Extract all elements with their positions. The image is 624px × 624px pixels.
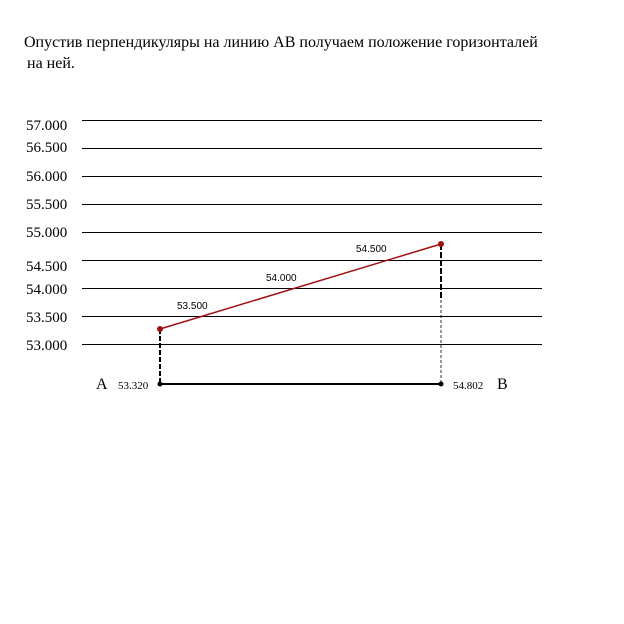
baseline-point-b [439,382,444,387]
profile-point-b [438,241,444,247]
point-b-letter: В [497,376,508,393]
point-b-value: 54.802 [453,380,484,392]
level-label: 55.500 [26,197,68,213]
segment-label: 54.000 [266,273,297,284]
level-label: 54.500 [26,259,68,275]
level-label: 57.000 [26,118,68,134]
caption-line-2: на ней. [27,55,75,72]
baseline-point-a [158,382,163,387]
level-labels [26,118,67,354]
point-a-value: 53.320 [118,380,149,392]
level-label: 55.000 [26,225,68,241]
level-label: 56.500 [26,140,68,156]
segment-label: 53.500 [177,301,208,312]
profile-point-a [157,326,163,332]
point-a-letter: А [96,376,108,393]
caption-line-1: Опустив перпендикуляры на линию АВ получаем положение горизонталей [24,34,538,51]
level-label: 53.500 [26,310,68,326]
segment-label: 54.500 [356,244,387,255]
level-label: 54.000 [26,282,68,298]
level-label: 53.000 [26,338,68,354]
level-label: 56.000 [26,169,68,185]
level-lines [82,121,542,345]
